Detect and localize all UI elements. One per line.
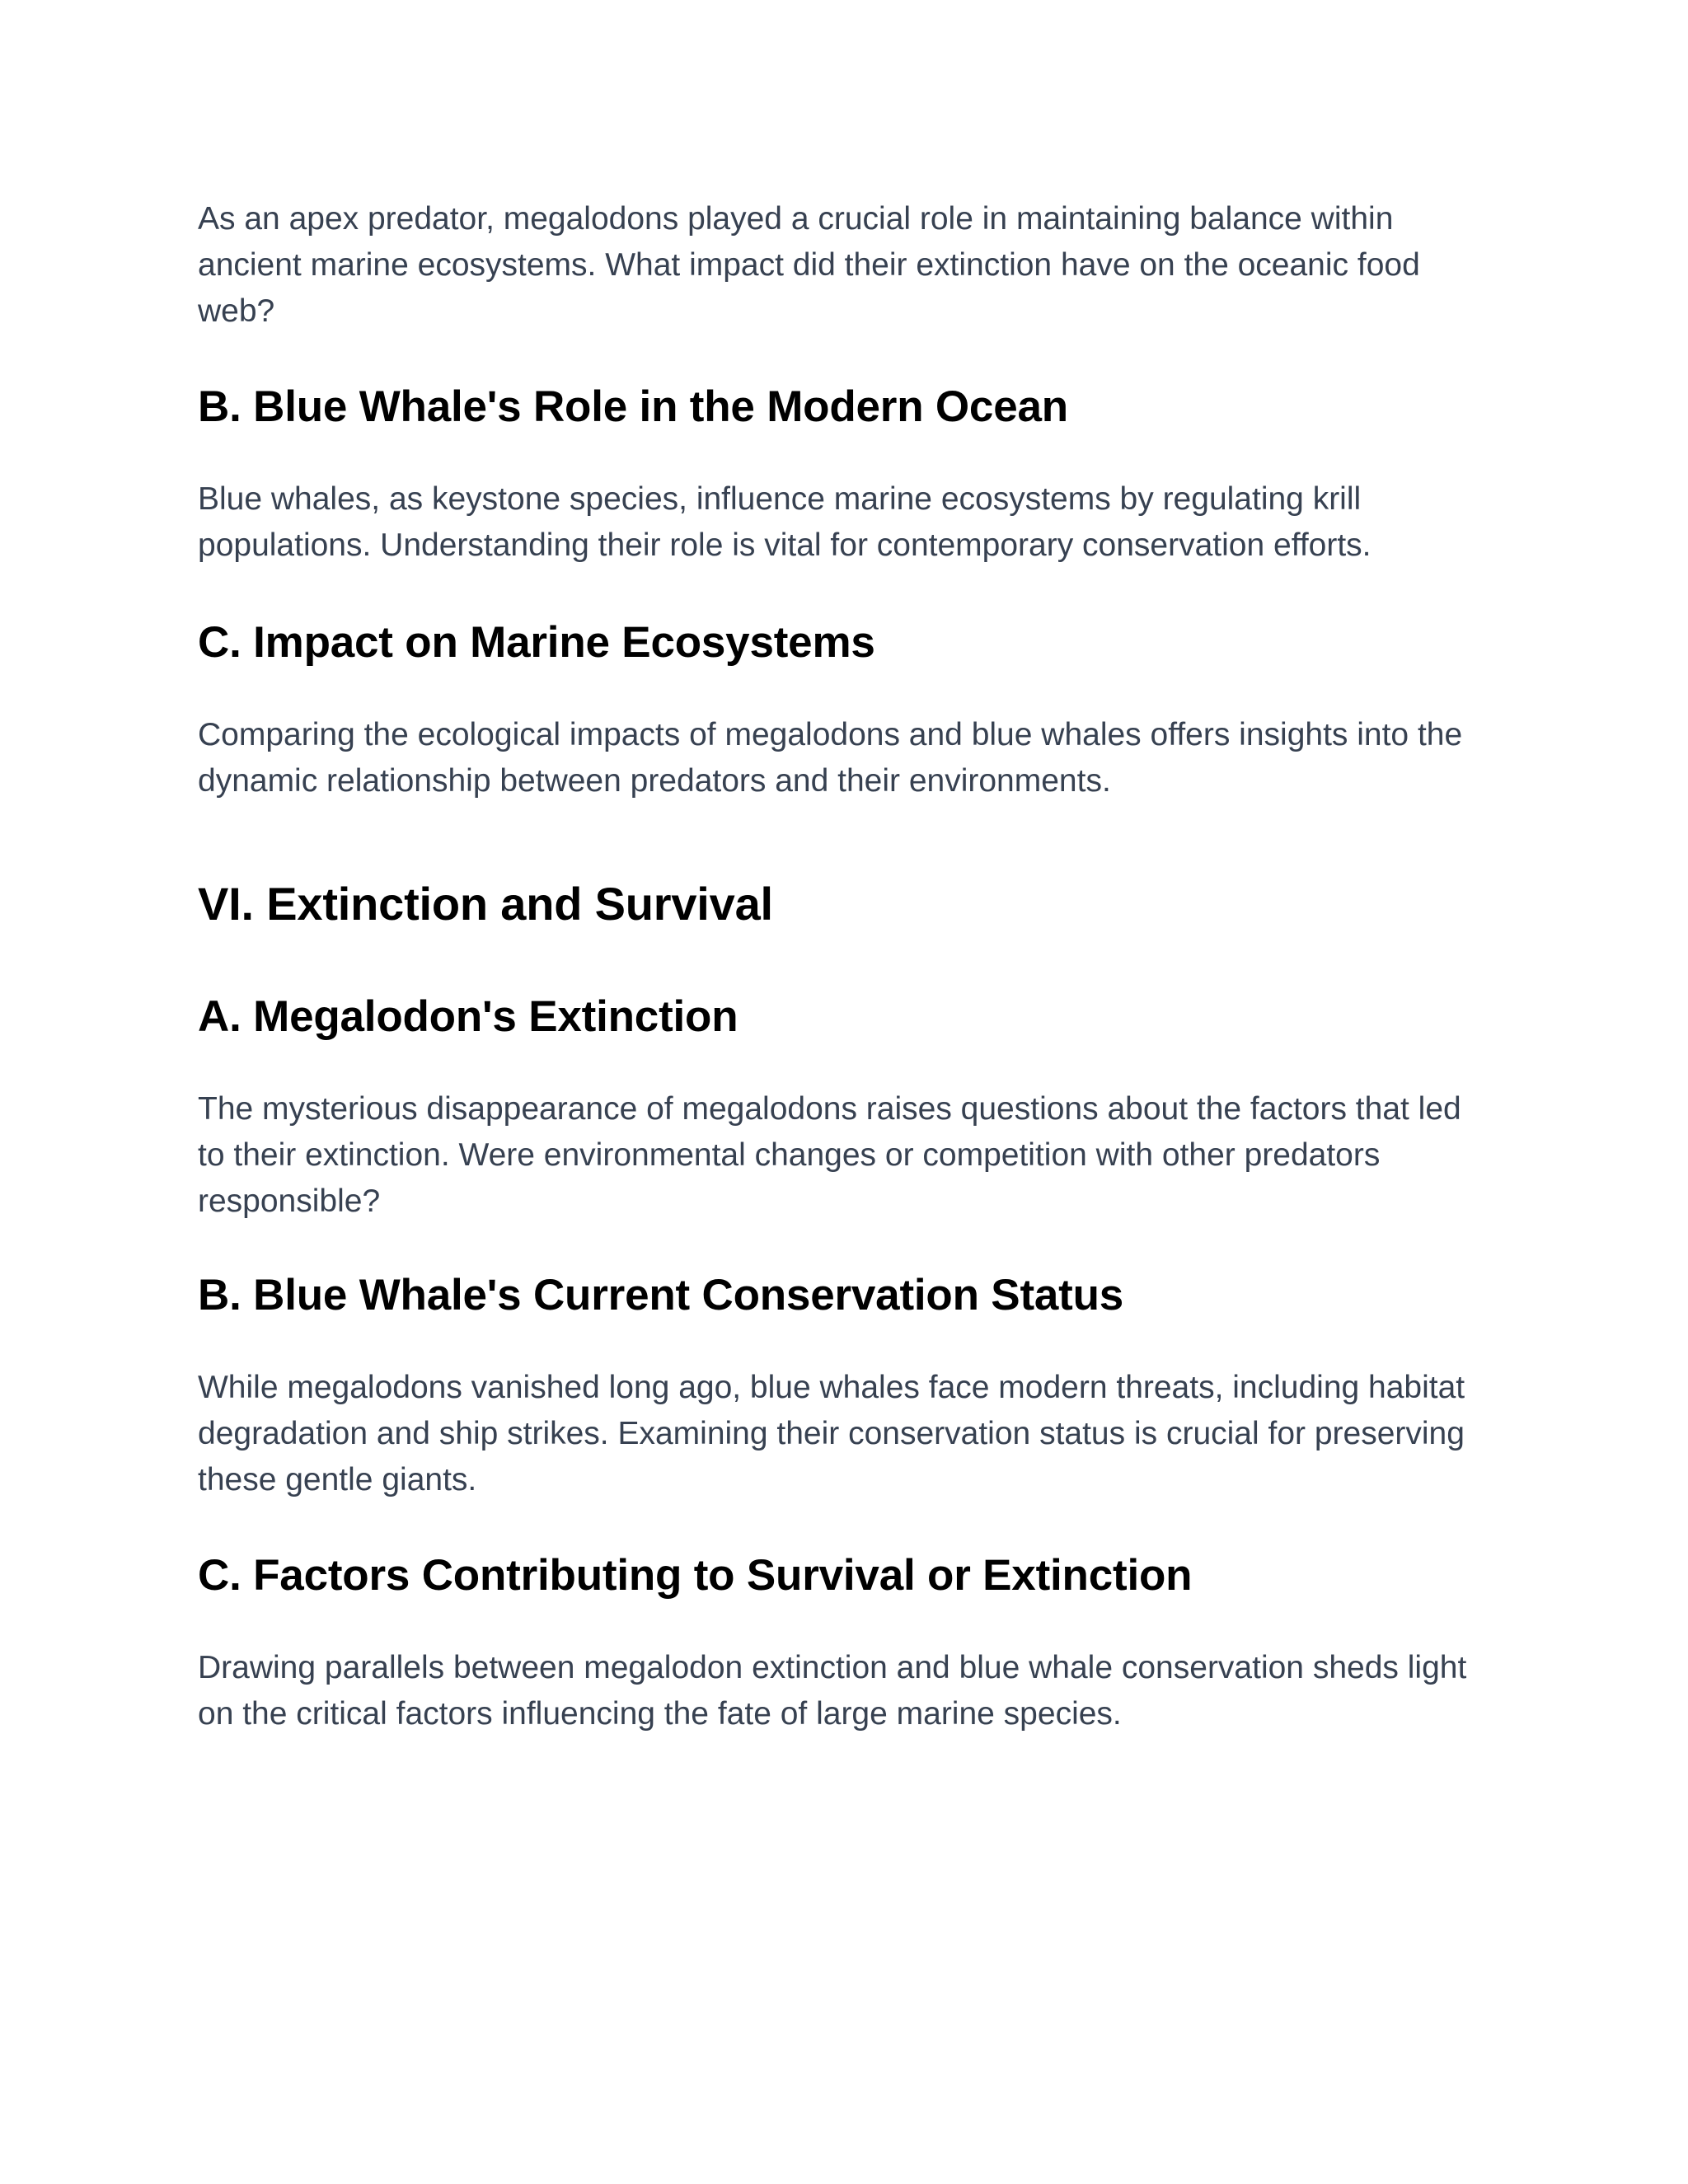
section-body-blue-whale-role: Blue whales, as keystone species, influence marine ecosystems by regulating krill populations. Understanding their role is vital for contemporary conservation efforts. [198, 481, 1372, 563]
document-page [198, 196, 1490, 1737]
section-heading-megalodon-extinction: A. Megalodon's Extinction [198, 992, 738, 1041]
section-body-survival-factors: Drawing parallels between megalodon extinction and blue whale conservation sheds light on the critical factors influencing the fate of large marine species. [198, 1650, 1467, 1732]
section-heading-survival-factors: C. Factors Contributing to Survival or Extinction [198, 1551, 1193, 1600]
section-heading-conservation-status: B. Blue Whale's Current Conservation Status [198, 1271, 1124, 1319]
section-body-conservation-status: While megalodons vanished long ago, blue whales face modern threats, including habitat degradation and ship strikes. Examining their conservation status is crucial for preserving these gentle giants. [198, 1370, 1465, 1497]
intro-paragraph: As an apex predator, megalodons played a crucial role in maintaining balance within ancient marine ecosystems. What impact did their extinction have on the oceanic food web? [198, 201, 1420, 329]
section-heading-blue-whale-role: B. Blue Whale's Role in the Modern Ocean [198, 382, 1068, 431]
section-body-marine-ecosystems: Comparing the ecological impacts of megalodons and blue whales offers insights into the dynamic relationship between predators and their environments. [198, 717, 1463, 799]
section-body-megalodon-extinction: The mysterious disappearance of megalodons raises questions about the factors that led to their extinction. Were environmental changes or competition with other predators responsible? [198, 1091, 1461, 1219]
chapter-heading-extinction-survival: VI. Extinction and Survival [198, 878, 773, 930]
section-heading-marine-ecosystems: C. Impact on Marine Ecosystems [198, 618, 875, 667]
